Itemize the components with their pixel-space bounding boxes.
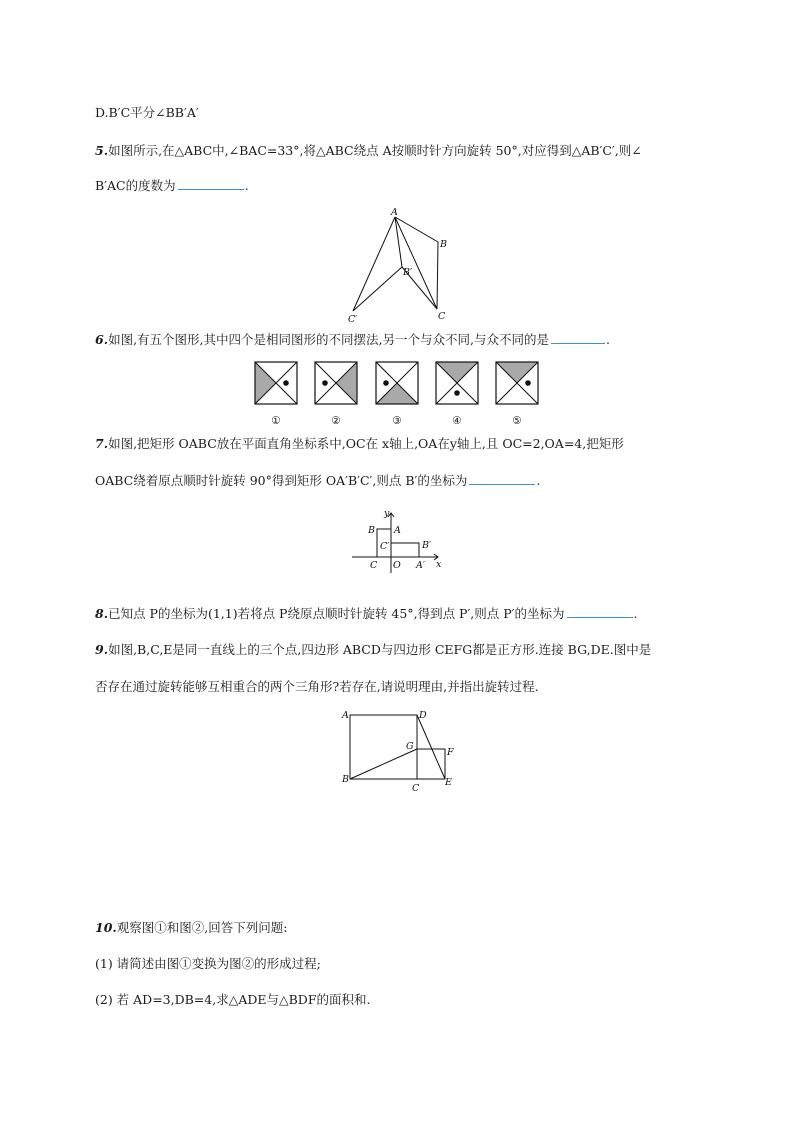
q8-number: 8. (95, 606, 109, 621)
q6-text: 如图,有五个图形,其中四个是相同图形的不同摆法,另一个与众不同,与众不同的是 (108, 332, 549, 347)
q5-line2: B′AC的度数为 . (95, 178, 249, 193)
q5-answer-blank[interactable] (178, 178, 244, 190)
q6-answer-blank[interactable] (551, 332, 605, 344)
q6-caption-2: ② (331, 415, 341, 427)
q5-line1 (95, 143, 642, 159)
q7-label-c: C (370, 560, 378, 571)
q7-text1: 如图,把矩形 OABC放在平面直角坐标系中,OC在 x轴上,OA在y轴上,且 OC=2,OA=4,把矩形 (108, 436, 624, 451)
q10-sub1: (1) 请简述由图①变换为图②的形成过程; (95, 956, 321, 971)
q5-label-b-prime: B′ (403, 267, 413, 278)
q6-caption-1: ① (271, 415, 281, 427)
q5-number: 5. (95, 143, 109, 158)
q9-label-b: B (342, 774, 349, 785)
q7-label-a: A (394, 525, 401, 536)
q7-label-a-prime: A′ (416, 560, 426, 571)
q5-text2: B′AC的度数为 (95, 178, 176, 193)
q9-label-f: F (447, 747, 454, 758)
q5-triangle-figure (340, 205, 460, 325)
q9-label-g: G (406, 741, 414, 752)
q7-answer-blank[interactable] (469, 473, 535, 485)
q6-square-5 (496, 362, 538, 404)
q9-label-a: A (342, 710, 349, 721)
q6-square-4 (436, 362, 478, 404)
q7-text2: OABC绕着原点顺时针旋转 90°得到矩形 OA′B′C′,则点 B′的坐标为 (95, 473, 468, 488)
q5-text1: 如图所示,在△ABC中,∠BAC=33°,将△ABC绕点 A按顺时针方向旋转 50°,对应得到△AB′C′,则∠ (108, 143, 642, 158)
q10-number: 10. (95, 920, 117, 935)
q5-label-c-prime: C′ (348, 314, 358, 325)
q7-label-x: x (436, 559, 442, 570)
q9-squares-figure (340, 705, 465, 795)
q8-answer-blank[interactable] (567, 606, 633, 618)
q7-label-b-prime: B′ (422, 540, 432, 551)
q10-intro-line (95, 920, 287, 936)
q5-label-c: C (438, 311, 446, 322)
q9-text1: 如图,B,C,E是同一直线上的三个点,四边形 ABCD与四边形 CEFG都是正方形.连接 BG,DE.图中是 (108, 642, 652, 657)
q6-line: 6.如图,有五个图形,其中四个是相同图形的不同摆法,另一个与众不同,与众不同的是 . (95, 332, 610, 347)
q9-line2: 否存在通过旋转能够互相重合的两个三角形?若存在,请说明理由,并指出旋转过程. (95, 679, 539, 694)
q9-label-d: D (419, 710, 427, 721)
q8-text: 已知点 P的坐标为(1,1)若将点 P绕原点顺时针旋转 45°,得到点 P′,则点 P′的坐标为 (108, 606, 565, 621)
q6-square-1 (255, 362, 297, 404)
q7-line1 (95, 436, 624, 452)
q6-caption-4: ④ (452, 415, 462, 427)
q6-caption-5: ⑤ (512, 415, 522, 427)
q7-label-b: B (368, 525, 375, 536)
q9-label-c: C (412, 783, 420, 794)
q7-label-o: O (393, 560, 401, 571)
q7-number: 7. (95, 436, 109, 451)
q10-sub2: (2) 若 AD=3,DB=4,求△ADE与△BDF的面积和. (95, 992, 371, 1007)
q5-label-a: A (391, 207, 398, 218)
q4-option-d: D.B′C平分∠BB′A′ (95, 105, 199, 120)
q7-line2: OABC绕着原点顺时针旋转 90°得到矩形 OA′B′C′,则点 B′的坐标为 . (95, 473, 541, 488)
q6-square-3 (376, 362, 418, 404)
q9-line1 (95, 642, 651, 658)
q6-square-2 (315, 362, 357, 404)
q10-intro: 观察图①和图②,回答下列问题: (116, 920, 288, 935)
q8-line: 8.已知点 P的坐标为(1,1)若将点 P绕原点顺时针旋转 45°,得到点 P′,则点 P′的坐标为 . (95, 606, 638, 621)
q6-five-squares-figure (250, 360, 550, 430)
q7-coordinate-figure (350, 505, 450, 575)
q7-label-y: y (384, 508, 390, 519)
q9-number: 9. (95, 642, 109, 657)
q5-label-b: B (440, 239, 447, 250)
q6-number: 6. (95, 332, 109, 347)
q6-caption-3: ③ (392, 415, 402, 427)
q9-label-e: E (445, 777, 452, 788)
q7-label-c-prime: C′ (380, 541, 390, 552)
